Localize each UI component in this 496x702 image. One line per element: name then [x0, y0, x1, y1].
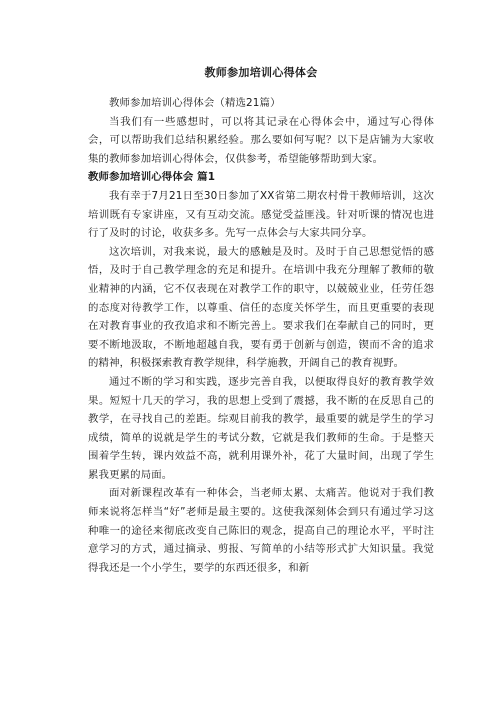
body-paragraph: 我有幸于7月21日至30日参加了XX省第二期农村骨干教师培训，这次培训既有专家讲座，又有互动交流。感觉受益匪浅。针对听课的情况也进行了及时的讨论，收获多多。先写一点体会与大家共同分享。	[88, 189, 434, 240]
body-paragraph: 通过不断的学习和实践，逐步完善自我，以便取得良好的教育教学效果。短短十几天的学习，我的思想上受到了震撼，我不断的在反思自己的教学，在寻找自己的差距。综观目前我的教学，最重要的就是学生的学习成绩，简单的说就是学生的考试分数，它就是我们教师的生命。于是整天围着学生转，课内效益不高，就利用课外补，花了大量时间，出现了学生累我更累的局面。	[88, 375, 434, 481]
body-paragraph: 这次培训，对我来说，最大的感触是及时。及时于自己思想觉悟的感悟，及时于自己教学理念的充足和提升。在培训中我充分理解了教师的敬业精神的内涵，它不仅表现在对教学工作的职守，以兢兢业业，任劳任怨的态度对待教学工作，以尊重、信任的态度关怀学生，而且更重要的表现在对教育事业的孜孜追求和不断完善上。要求我们在奉献自己的同时，更要不断地汲取，不断地超越自我，要有勇于创新与创造，锲而不舍的追求的精神，积极探索教育教学规律，科学施教，开阔自己的教育视野。	[88, 245, 434, 370]
intro-subtitle: 教师参加培训心得体会（精选21篇）	[109, 97, 281, 109]
intro-paragraph: 当我们有一些感想时，可以将其记录在心得体会中，通过写心得体会，可以帮助我们总结积累经验。那么要如何写呢？以下是店铺为大家收集的教师参加培训心得体会，仅供参考，希望能够帮助到大家。	[88, 115, 434, 165]
document-page	[88, 0, 434, 577]
section-heading: 教师参加培训心得体会 篇1	[88, 171, 216, 184]
document-title: 教师参加培训心得体会	[204, 66, 318, 79]
body-paragraph: 面对新课程改革有一种体会，当老师太累、太痛苦。他说对于我们教师来说将怎样当“好”老师是最主要的。这使我深刻体会到只有通过学习这种唯一的途径来彻底改变自己陈旧的观念，提高自己的理论水平，平时注意学习的方式，通过摘录、剪报、写简单的小结等形式扩大知识量。我觉得我还是一个小学生，要学的东西还很多，和新	[88, 487, 434, 574]
